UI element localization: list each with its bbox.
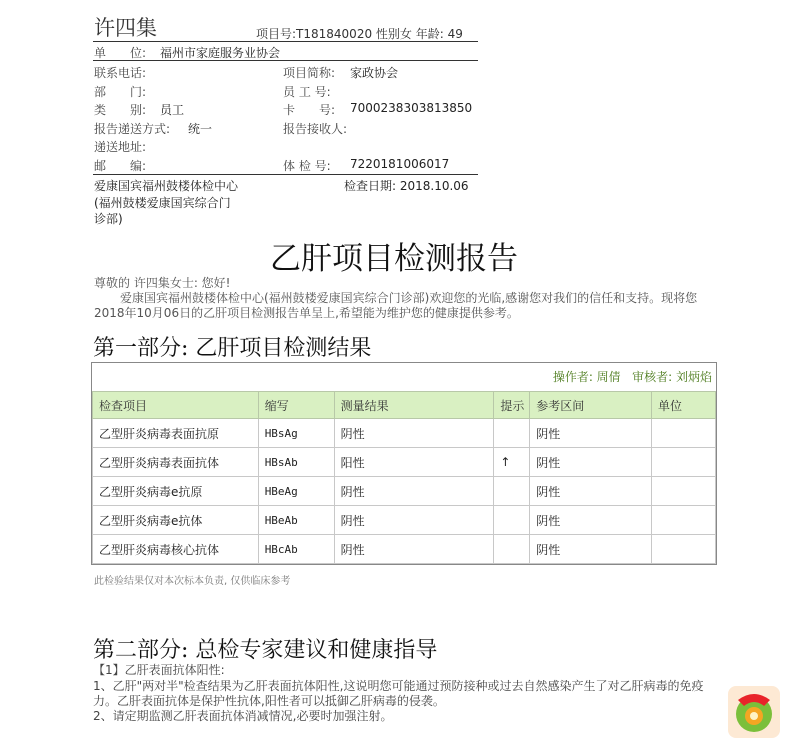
cell-ref: 阴性 — [530, 506, 652, 535]
cell-ref: 阴性 — [530, 448, 652, 477]
cell-hint — [494, 477, 530, 506]
cell-abbr: HBeAb — [258, 506, 334, 535]
phone-label: 联系电话: — [94, 66, 147, 80]
delivery-label: 报告递送方式: — [94, 122, 171, 136]
category-label: 类 别: — [94, 103, 147, 117]
gender: 性别女 — [375, 27, 412, 41]
receiver-label: 报告接收人: — [283, 122, 348, 136]
delivery-value: 统一 — [188, 122, 213, 136]
col-header-item: 检查项目 — [93, 392, 259, 419]
cell-item: 乙型肝炎病毒e抗体 — [93, 506, 259, 535]
center-name-line2: (福州鼓楼爱康国宾综合门 — [94, 196, 231, 210]
exam-no-label: 体 检 号: — [283, 159, 331, 173]
cell-unit — [652, 419, 716, 448]
cell-result: 阴性 — [334, 506, 494, 535]
project-abbr-value: 家政协会 — [350, 66, 399, 80]
cell-hint — [494, 419, 530, 448]
col-header-unit: 单位 — [652, 392, 716, 419]
section2-title: 第二部分: 总检专家建议和健康指导 — [93, 638, 438, 663]
section1-title: 第一部分: 乙肝项目检测结果 — [93, 336, 372, 361]
advice-line1: 1、乙肝"两对半"检查结果为乙肝表面抗体阳性,这说明您可能通过预防接种或过去自然感染产生了对乙肝病毒的免疫力。乙肝表面抗体是保护性抗体,阳性者可以抵御乙肝病毒的侵袭。 — [93, 679, 704, 708]
col-header-abbr: 缩写 — [258, 392, 334, 419]
brand-logo-icon — [728, 686, 780, 738]
table-row — [93, 535, 716, 564]
results-panel — [91, 362, 717, 565]
unit-rule — [93, 60, 478, 61]
center-name-line1: 爱康国宾福州鼓楼体检中心 — [94, 179, 239, 193]
cell-abbr: HBsAb — [258, 448, 334, 477]
results-table — [92, 391, 716, 564]
cell-item: 乙型肝炎病毒表面抗体 — [93, 448, 259, 477]
cell-item: 乙型肝炎病毒核心抗体 — [93, 535, 259, 564]
greeting: 尊敬的 许四集女士: 您好! — [94, 276, 231, 290]
table-row — [93, 477, 716, 506]
table-header-row — [93, 392, 716, 419]
intro-body: 爱康国宾福州鼓楼体检中心(福州鼓楼爱康国宾综合门诊部)欢迎您的光临,感谢您对我们的信任和支持。现将您2018年10月06日的乙肝项目检测报告单呈上,希望能为维护您的健康提供参考。 — [94, 291, 698, 320]
age: 年龄: 49 — [415, 27, 463, 41]
cell-abbr: HBsAg — [258, 419, 334, 448]
header-rule — [93, 41, 478, 42]
col-header-ref: 参考区间 — [530, 392, 652, 419]
cell-result: 阴性 — [334, 535, 494, 564]
cell-ref: 阴性 — [530, 477, 652, 506]
dept-label: 部 门: — [94, 85, 147, 99]
cell-unit — [652, 448, 716, 477]
fields-rule — [93, 174, 478, 175]
cell-abbr: HBcAb — [258, 535, 334, 564]
zip-label: 邮 编: — [94, 159, 147, 173]
cell-item: 乙型肝炎病毒e抗原 — [93, 477, 259, 506]
cell-hint: ↑ — [494, 448, 530, 477]
report-title: 乙肝项目检测报告 — [270, 241, 518, 277]
exam-no-value: 7220181006017 — [350, 157, 450, 171]
center-name-line3: 诊部) — [94, 212, 123, 226]
category-value: 员工 — [160, 103, 185, 117]
operator-line — [553, 368, 712, 385]
cell-item: 乙型肝炎病毒表面抗原 — [93, 419, 259, 448]
cell-result: 阴性 — [334, 477, 494, 506]
cell-ref: 阴性 — [530, 535, 652, 564]
cell-result: 阳性 — [334, 448, 494, 477]
project-number: 项目号:T181840020 — [256, 27, 373, 41]
cell-hint — [494, 506, 530, 535]
table-row — [93, 419, 716, 448]
col-header-hint: 提示 — [494, 392, 530, 419]
unit-value: 福州市家庭服务业协会 — [160, 46, 281, 60]
reviewer: 审核者: 刘炳焰 — [632, 370, 712, 384]
table-row — [93, 506, 716, 535]
address-label: 递送地址: — [94, 140, 147, 154]
project-abbr-label: 项目简称: — [283, 66, 336, 80]
card-label: 卡 号: — [283, 103, 336, 117]
advice-heading: 【1】乙肝表面抗体阳性: — [93, 663, 225, 677]
cell-unit — [652, 535, 716, 564]
cell-abbr: HBeAg — [258, 477, 334, 506]
disclaimer-note: 此检验结果仅对本次标本负责, 仅供临床参考 — [94, 576, 291, 587]
cell-ref: 阴性 — [530, 419, 652, 448]
advice-line2: 2、请定期监测乙肝表面抗体消减情况,必要时加强注射。 — [93, 709, 393, 723]
cell-unit — [652, 477, 716, 506]
employee-no-label: 员 工 号: — [283, 85, 331, 99]
project-info-line — [256, 25, 463, 42]
operator: 操作者: 周倩 — [552, 370, 621, 384]
unit-label: 单 位: — [94, 46, 147, 60]
card-value: 7000238303813850 — [350, 101, 473, 115]
check-date: 检查日期: 2018.10.06 — [344, 179, 469, 193]
cell-result: 阴性 — [334, 419, 494, 448]
patient-name: 许四集 — [94, 16, 157, 40]
table-row — [93, 448, 716, 477]
col-header-result: 测量结果 — [334, 392, 494, 419]
cell-hint — [494, 535, 530, 564]
cell-unit — [652, 506, 716, 535]
